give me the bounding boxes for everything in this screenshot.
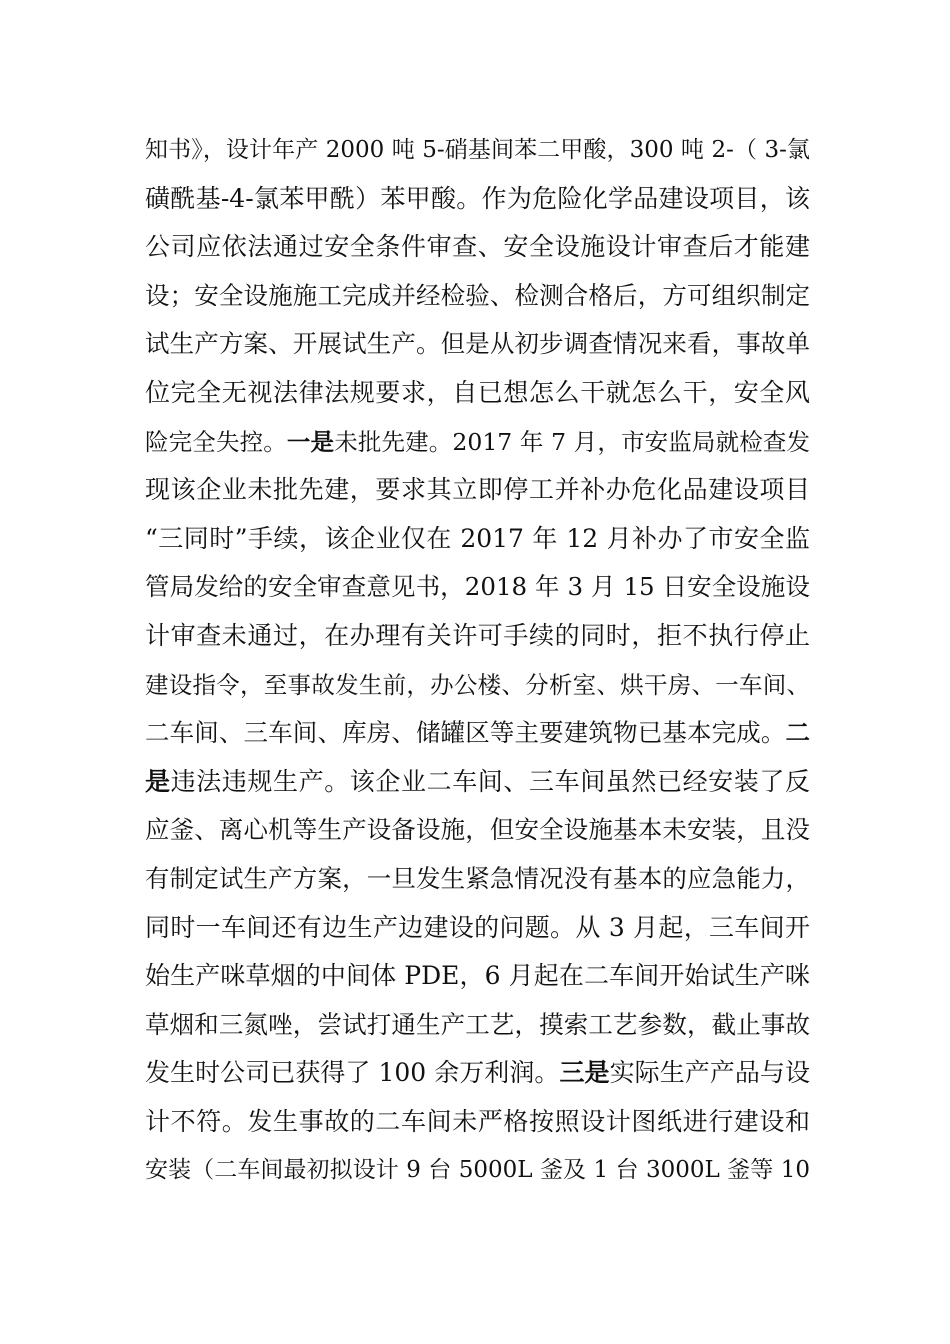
text-line [145, 466, 810, 515]
text-line [145, 418, 810, 467]
text-line [145, 1098, 810, 1147]
text-segment: 安装（二车间最初拟设计 9 台 5000L 釜及 1 台 3000L 釜等 10 [145, 1157, 810, 1184]
emphasis-text: 三是 [559, 1058, 610, 1088]
text-line [145, 175, 810, 224]
text-segment: 有制定试生产方案，一旦发生紧急情况没有基本的应急能力， [145, 863, 810, 893]
text-segment: 位完全无视法律法规要求，自已想怎么干就怎么干，安全风 [145, 377, 810, 407]
body-paragraph [145, 126, 810, 1195]
text-segment: 同时一车间还有边生产边建设的问题。从 3 月起，三车间开 [145, 912, 810, 942]
text-segment: 试生产方案、开展试生产。但是从初步调查情况来看，事故单 [145, 329, 810, 359]
text-line [145, 661, 810, 710]
text-segment: 草烟和三氮唑，尝试打通生产工艺，摸索工艺参数，截止事故 [145, 1009, 810, 1039]
text-segment: 计审查未通过，在办理有关许可手续的同时，拒不执行停止 [145, 620, 810, 650]
text-line [145, 126, 810, 175]
text-line [145, 709, 810, 758]
text-segment: 违法违规生产。该企业二车间、三车间虽然已经安装了反 [170, 766, 810, 796]
emphasis-text: 一是 [286, 427, 335, 456]
text-segment: 知书》，设计年产 2000 吨 5-硝基间苯二甲酸，300 吨 2-（ 3-氯 [145, 137, 810, 163]
text-line [145, 1001, 810, 1050]
text-line [145, 563, 810, 612]
text-segment: 建设指令，至事故发生前，办公楼、分析室、烘干房、一车间、 [145, 670, 810, 699]
text-line [145, 612, 810, 661]
text-segment: 实际生产产品与设 [609, 1058, 810, 1088]
text-segment: 现该企业未批先建，要求其立即停工并补办危化品建设项目 [145, 475, 810, 505]
text-segment: 公司应依法通过安全条件审查、安全设施设计审查后才能建 [145, 232, 810, 262]
text-segment: 二车间、三车间、库房、储罐区等主要建筑物已基本完成。 [145, 718, 786, 748]
text-line [145, 952, 810, 1001]
text-line [145, 223, 810, 272]
emphasis-text: 是 [145, 766, 171, 796]
text-segment: 险完全失控。 [145, 427, 287, 456]
text-line [145, 806, 810, 855]
text-line [145, 369, 810, 418]
text-line [145, 758, 810, 807]
text-line [145, 272, 810, 321]
text-segment: 管局发给的安全审查意见书，2018 年 3 月 15 日安全设施设 [145, 572, 810, 602]
text-line [145, 1146, 810, 1195]
text-line [145, 1049, 810, 1098]
text-segment: 应釜、离心机等生产设备设施，但安全设施基本未安装，且没 [145, 815, 810, 845]
text-segment: 未批先建。2017 年 7 月，市安监局就检查发 [334, 427, 811, 456]
text-segment: 始生产咪草烟的中间体 PDE，6 月起在二车间开始试生产咪 [145, 961, 810, 991]
emphasis-text: 二 [785, 718, 810, 748]
text-line [145, 515, 810, 564]
text-line [145, 855, 810, 904]
text-segment: 计不符。发生事故的二车间未严格按照设计图纸进行建设和 [145, 1106, 810, 1136]
text-line [145, 904, 810, 953]
text-line [145, 320, 810, 369]
text-segment: 磺酰基-4-氯苯甲酰）苯甲酸。作为危险化学品建设项目，该 [145, 183, 810, 213]
text-segment: 设；安全设施施工完成并经检验、检测合格后，方可组织制定 [145, 280, 810, 310]
text-segment: “三同时”手续，该企业仅在 2017 年 12 月补办了市安全监 [145, 523, 810, 553]
text-segment: 发生时公司已获得了 100 余万利润。 [145, 1058, 560, 1088]
